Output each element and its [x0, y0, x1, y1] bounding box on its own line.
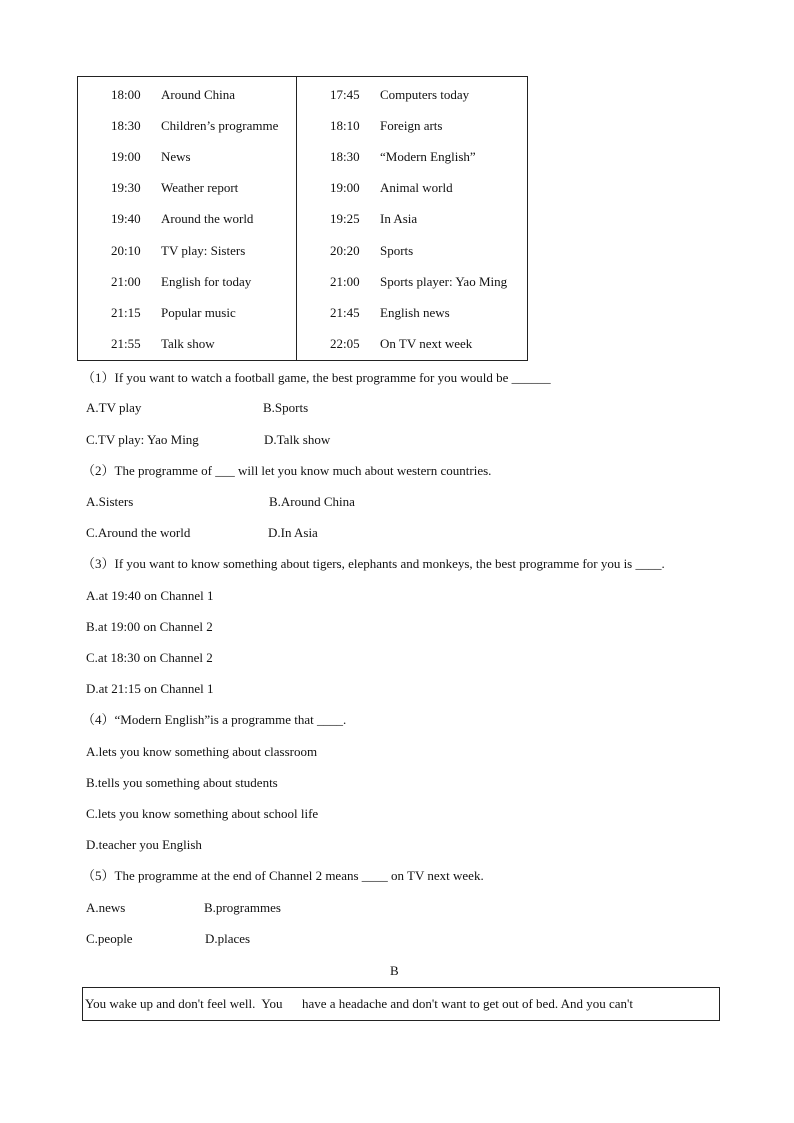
schedule-time: 17:45	[330, 87, 360, 102]
schedule-row	[78, 85, 296, 105]
question-1-text: （1）If you want to watch a football game, the best programme for you would be ______	[82, 370, 551, 385]
question-5-option-a: A.news	[86, 900, 126, 915]
schedule-time: 20:20	[330, 243, 360, 258]
schedule-time: 18:30	[111, 118, 141, 133]
schedule-programme: English news	[380, 305, 450, 320]
question-2-option-d: D.In Asia	[268, 525, 318, 540]
schedule-programme: Sports	[380, 243, 414, 258]
schedule-time: 21:45	[330, 305, 360, 320]
question-3-option-d: D.at 21:15 on Channel 1	[86, 681, 214, 696]
schedule-row	[297, 303, 527, 323]
question-1-option-b: B.Sports	[263, 400, 309, 415]
channel-1-column	[78, 77, 297, 360]
schedule-time: 21:00	[111, 274, 141, 289]
section-b-passage-box	[82, 987, 720, 1021]
question-3-option-b: B.at 19:00 on Channel 2	[86, 619, 213, 634]
question-2-text: （2）The programme of ___ will let you know much about western countries.	[82, 463, 492, 478]
schedule-programme: Sports player: Yao Ming	[380, 274, 508, 289]
schedule-time: 21:55	[111, 336, 141, 351]
question-1-option-a: A.TV play	[86, 400, 142, 415]
schedule-time: 22:05	[330, 336, 360, 351]
schedule-row	[78, 303, 296, 323]
schedule-row	[297, 209, 527, 229]
question-3-text: （3）If you want to know something about tigers, elephants and monkeys, the best programme for you is ____.	[82, 556, 665, 571]
schedule-programme: On TV next week	[380, 336, 473, 351]
schedule-row	[78, 272, 296, 292]
question-4-option-b: B.tells you something about students	[86, 775, 278, 790]
question-3-option-c: C.at 18:30 on Channel 2	[86, 650, 213, 665]
schedule-row	[78, 178, 296, 198]
question-2-option-c: C.Around the world	[86, 525, 191, 540]
schedule-row	[297, 116, 527, 136]
schedule-row	[297, 272, 527, 292]
question-4-option-d: D.teacher you English	[86, 837, 202, 852]
schedule-programme: Around China	[161, 87, 236, 102]
section-b-passage-text: You wake up and don't feel well. You have a headache and don't want to get out of bed. And you can't	[85, 996, 633, 1011]
schedule-row	[78, 116, 296, 136]
schedule-time: 18:30	[330, 149, 360, 164]
schedule-programme: Children’s programme	[161, 118, 279, 133]
schedule-time: 19:00	[330, 180, 360, 195]
question-4-option-a: A.lets you know something about classroom	[86, 744, 318, 759]
schedule-row	[297, 147, 527, 167]
question-5-option-c: C.people	[86, 931, 133, 946]
schedule-time: 19:40	[111, 211, 141, 226]
question-3-option-a: A.at 19:40 on Channel 1	[86, 588, 214, 603]
schedule-time: 19:25	[330, 211, 360, 226]
question-5-text: （5）The programme at the end of Channel 2 means ____ on TV next week.	[82, 868, 484, 883]
schedule-programme: Talk show	[161, 336, 215, 351]
schedule-time: 21:00	[330, 274, 360, 289]
schedule-row	[78, 147, 296, 167]
channel-2-column	[297, 77, 527, 360]
schedule-programme: Foreign arts	[380, 118, 443, 133]
question-2-option-a: A.Sisters	[86, 494, 134, 509]
schedule-row	[78, 334, 296, 354]
schedule-row	[78, 241, 296, 261]
schedule-programme: English for today	[161, 274, 252, 289]
question-2-option-b: B.Around China	[269, 494, 355, 509]
schedule-row	[297, 178, 527, 198]
schedule-time: 20:10	[111, 243, 141, 258]
schedule-programme: In Asia	[380, 211, 418, 226]
schedule-time: 19:30	[111, 180, 141, 195]
schedule-time: 21:15	[111, 305, 141, 320]
schedule-row	[297, 85, 527, 105]
section-b-heading: B	[390, 963, 399, 978]
schedule-row	[78, 209, 296, 229]
question-4-option-c: C.lets you know something about school life	[86, 806, 319, 821]
question-5-option-d: D.places	[205, 931, 251, 946]
question-5-option-b: B.programmes	[204, 900, 281, 915]
schedule-time: 19:00	[111, 149, 141, 164]
schedule-time: 18:00	[111, 87, 141, 102]
schedule-programme: Around the world	[161, 211, 254, 226]
question-1-option-d: D.Talk show	[264, 432, 331, 447]
tv-schedule-table	[77, 76, 528, 361]
schedule-row	[297, 334, 527, 354]
schedule-programme: Animal world	[380, 180, 453, 195]
schedule-programme: Computers today	[380, 87, 470, 102]
question-4-text: （4）“Modern English”is a programme that ____.	[82, 712, 347, 727]
schedule-programme: TV play: Sisters	[161, 243, 246, 258]
schedule-row	[297, 241, 527, 261]
schedule-programme: News	[161, 149, 191, 164]
schedule-programme: Weather report	[161, 180, 239, 195]
schedule-programme: “Modern English”	[380, 149, 476, 164]
schedule-programme: Popular music	[161, 305, 236, 320]
schedule-time: 18:10	[330, 118, 360, 133]
question-1-option-c: C.TV play: Yao Ming	[86, 432, 199, 447]
